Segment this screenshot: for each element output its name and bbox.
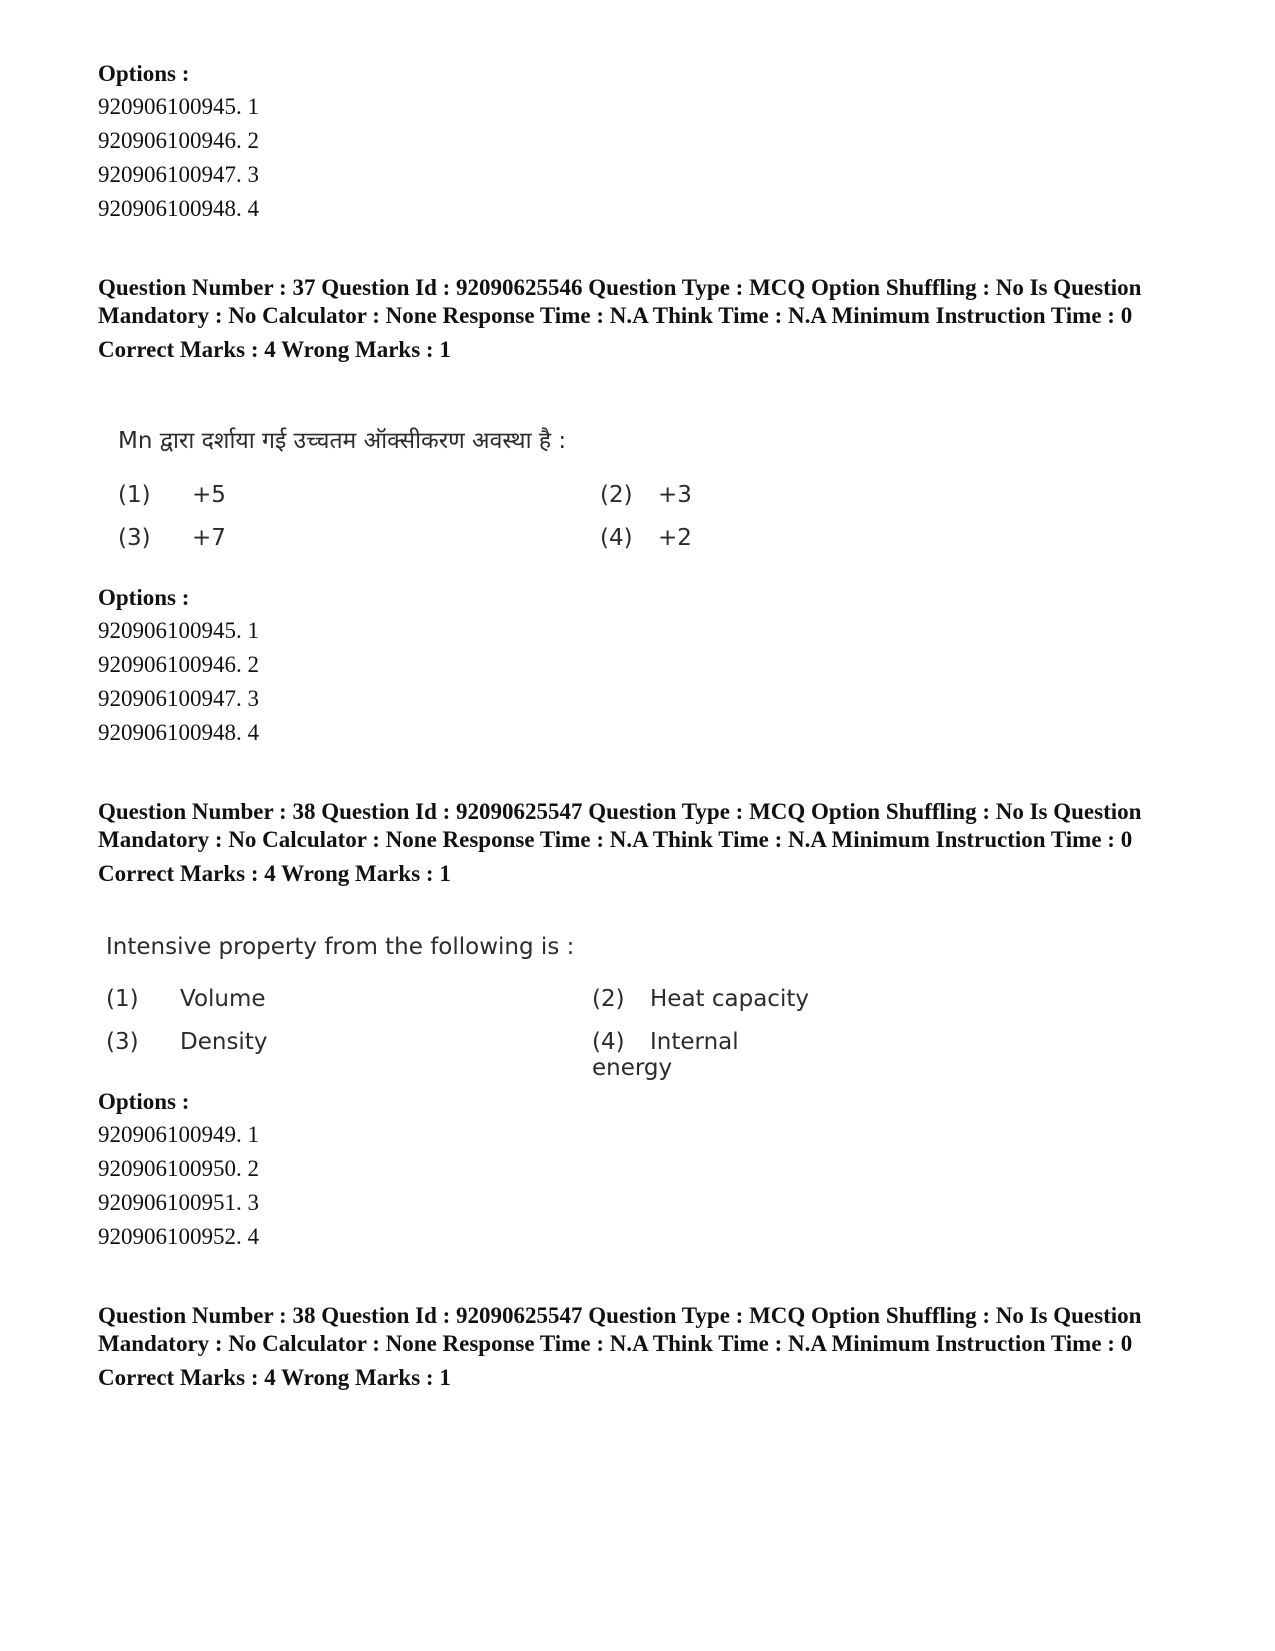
- choice-3: [106, 1029, 267, 1055]
- option-item: 920906100951. 3: [98, 1190, 259, 1215]
- question-stem: Mn द्वारा दर्शाया गई उच्चतम ऑक्सीकरण अवस्था है :: [118, 428, 567, 454]
- q37-header-block: [98, 274, 1188, 364]
- question-header: Question Number : 37 Question Id : 92090625546 Question Type : MCQ Option Shuffling : No Is Question Mandatory : No Calculator : None Response Time : N.A Think Time : N.A Minimum Instruction Time : 0: [98, 275, 1142, 328]
- option-item: 920906100945. 1: [98, 618, 259, 643]
- options-title: Options :: [98, 61, 190, 86]
- choice-number: (4): [592, 1029, 625, 1055]
- choice-2: [600, 482, 692, 508]
- choice-number: (2): [592, 986, 625, 1012]
- top-options-block: [98, 57, 259, 226]
- choice-text: +2: [658, 525, 692, 551]
- question-header: Question Number : 38 Question Id : 92090625547 Question Type : MCQ Option Shuffling : No Is Question Mandatory : No Calculator : None Response Time : N.A Think Time : N.A Minimum Instruction Time : 0: [98, 799, 1142, 852]
- option-item: 920906100952. 4: [98, 1224, 259, 1249]
- choice-number: (4): [600, 525, 633, 551]
- option-item: 920906100946. 2: [98, 128, 259, 153]
- choice-number: (2): [600, 482, 633, 508]
- choice-1: [118, 482, 226, 508]
- options-title: Options :: [98, 585, 190, 610]
- choice-number: (3): [106, 1029, 139, 1055]
- option-item: 920906100945. 1: [98, 94, 259, 119]
- choice-text: +5: [192, 482, 226, 508]
- choice-4: [592, 1029, 826, 1081]
- option-item: 920906100948. 4: [98, 196, 259, 221]
- option-item: 920906100949. 1: [98, 1122, 259, 1147]
- q37-question-image: [118, 423, 718, 563]
- choice-2: [592, 986, 809, 1012]
- choice-number: (3): [118, 525, 151, 551]
- q38-question-image: [106, 934, 826, 1081]
- option-item: 920906100947. 3: [98, 162, 259, 187]
- choice-1: [106, 986, 266, 1012]
- option-item: 920906100947. 3: [98, 686, 259, 711]
- q38-header-block: [98, 798, 1188, 888]
- choice-4: [600, 525, 692, 551]
- q38b-header-block: [98, 1302, 1188, 1392]
- question-marks: Correct Marks : 4 Wrong Marks : 1: [98, 337, 451, 362]
- question-stem: Intensive property from the following is :: [106, 934, 575, 960]
- choice-number: (1): [106, 986, 139, 1012]
- choice-3: [118, 525, 226, 551]
- option-item: 920906100946. 2: [98, 652, 259, 677]
- options-title: Options :: [98, 1089, 190, 1114]
- question-marks: Correct Marks : 4 Wrong Marks : 1: [98, 861, 451, 886]
- option-item: 920906100948. 4: [98, 720, 259, 745]
- question-header: Question Number : 38 Question Id : 92090625547 Question Type : MCQ Option Shuffling : No Is Question Mandatory : No Calculator : None Response Time : N.A Think Time : N.A Minimum Instruction Time : 0: [98, 1303, 1142, 1356]
- question-marks: Correct Marks : 4 Wrong Marks : 1: [98, 1365, 451, 1390]
- choice-text: +7: [192, 525, 226, 551]
- choice-text: +3: [658, 482, 692, 508]
- choice-number: (1): [118, 482, 151, 508]
- choice-text: Heat capacity: [650, 986, 809, 1012]
- option-item: 920906100950. 2: [98, 1156, 259, 1181]
- q37-options-block: [98, 581, 259, 750]
- choice-text: Internal energy: [592, 1029, 739, 1081]
- choice-text: Volume: [180, 986, 266, 1012]
- q38-options-block: [98, 1085, 259, 1254]
- choice-text: Density: [180, 1029, 268, 1055]
